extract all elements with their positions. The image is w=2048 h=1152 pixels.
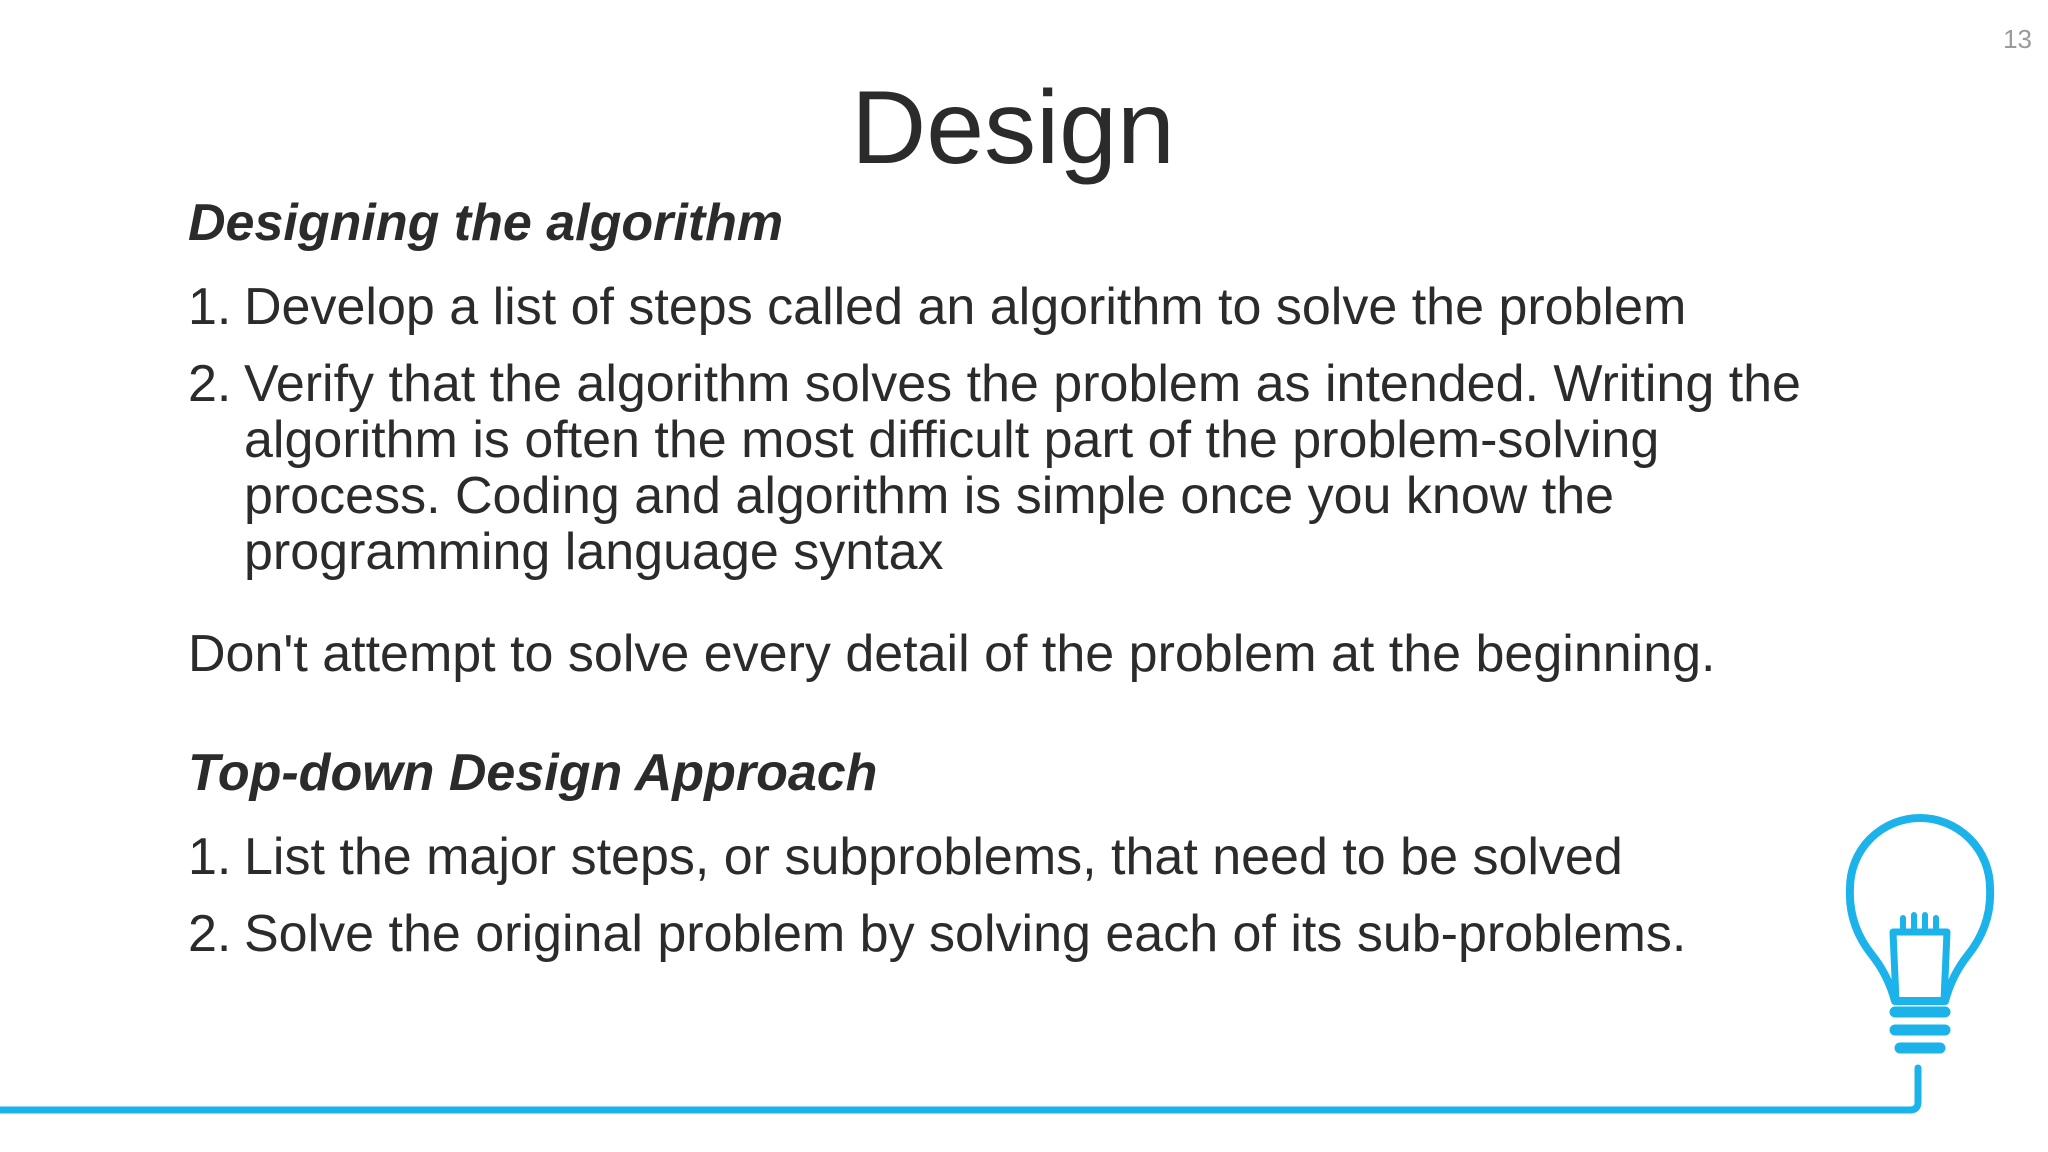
list-item-text: List the major steps, or subproblems, that need to be solved [244, 828, 1623, 886]
list-item-text: Develop a list of steps called an algorithm to solve the problem [244, 278, 1687, 336]
list-item-number: 2. [188, 355, 232, 413]
slide-number: 13 [2003, 24, 2032, 54]
slide-title: Design [851, 70, 1175, 186]
list-item-number: 1. [188, 828, 232, 886]
list-item-number: 2. [188, 905, 232, 963]
list-item-text: Verify that the algorithm solves the problem as intended. Writing the algorithm is often the most difficult part of the problem-solving process. Coding and algorithm is simple once you know the programming language syntax [244, 355, 1801, 581]
note-text: Don't attempt to solve every detail of the problem at the beginning. [188, 625, 1716, 683]
accent-line [0, 1068, 1918, 1110]
lightbulb-icon [1850, 818, 1990, 1048]
section-heading-designing: Designing the algorithm [188, 194, 784, 252]
list-item-number: 1. [188, 278, 232, 336]
section-heading-top-down: Top-down Design Approach [188, 744, 878, 802]
list-item-text: Solve the original problem by solving each of its sub-problems. [244, 905, 1687, 963]
